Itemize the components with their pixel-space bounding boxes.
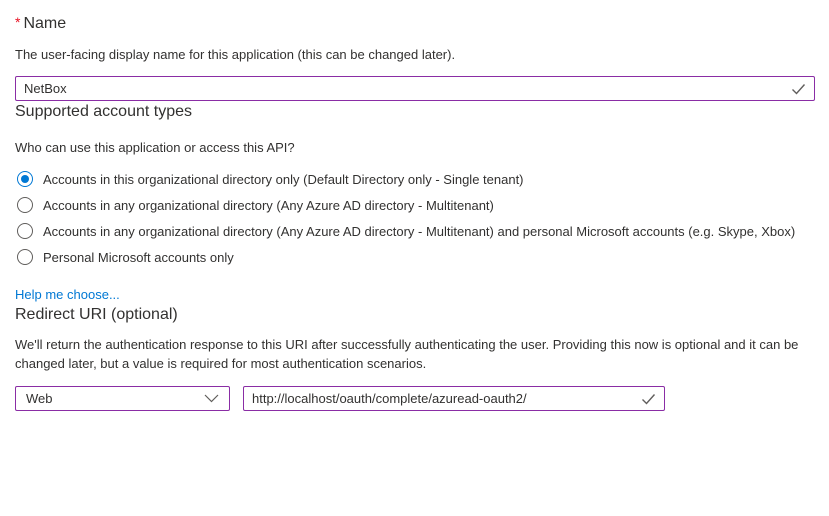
help-link-row [15, 286, 815, 304]
radio-button[interactable] [17, 223, 33, 239]
name-input[interactable] [15, 76, 815, 101]
name-field-title [15, 12, 815, 34]
platform-select-value: Web [26, 391, 53, 406]
radio-button[interactable] [17, 197, 33, 213]
name-title-text: Name [23, 15, 67, 32]
platform-select[interactable] [15, 386, 230, 411]
account-types-radio-group [15, 166, 815, 270]
redirect-uri-value: http://localhost/oauth/complete/azuread-oauth2/ [252, 391, 527, 406]
radio-option-label: Accounts in this organizational directory only (Default Directory only - Single tenant) [43, 171, 524, 187]
radio-option-label: Accounts in any organizational directory (Any Azure AD directory - Multitenant) and personal Microsoft accounts (e.g. Skype, Xbox) [43, 223, 796, 239]
name-description: The user-facing display name for this application (this can be changed later). [15, 47, 456, 62]
radio-option-label: Accounts in any organizational directory (Any Azure AD directory - Multitenant) [43, 197, 494, 213]
radio-option-multitenant[interactable] [15, 192, 815, 218]
radio-option-multitenant-personal[interactable] [15, 218, 815, 244]
radio-button-selected[interactable] [17, 171, 33, 187]
radio-option-single-tenant[interactable] [15, 166, 815, 192]
redirect-uri-input[interactable] [243, 386, 665, 411]
radio-option-personal-only[interactable] [15, 244, 815, 270]
help-me-choose-link[interactable]: Help me choose... [15, 287, 120, 302]
valid-checkmark-icon [791, 83, 806, 95]
radio-button[interactable] [17, 249, 33, 265]
redirect-uri-title: Redirect URI (optional) [15, 306, 178, 323]
account-types-title: Supported account types [15, 103, 193, 120]
redirect-uri-description: We'll return the authentication response to this URI after successfully authenticating the user. Providing this now is optional and it can be changed later, but a value is required for most authentication scenarios. [15, 337, 799, 371]
account-types-question: Who can use this application or access this API? [15, 140, 295, 155]
radio-option-label: Personal Microsoft accounts only [43, 249, 234, 265]
required-asterisk: * [15, 14, 21, 30]
name-input-value: NetBox [24, 81, 67, 96]
valid-checkmark-icon [641, 393, 656, 405]
redirect-uri-row [15, 386, 815, 411]
chevron-down-icon [204, 394, 219, 403]
